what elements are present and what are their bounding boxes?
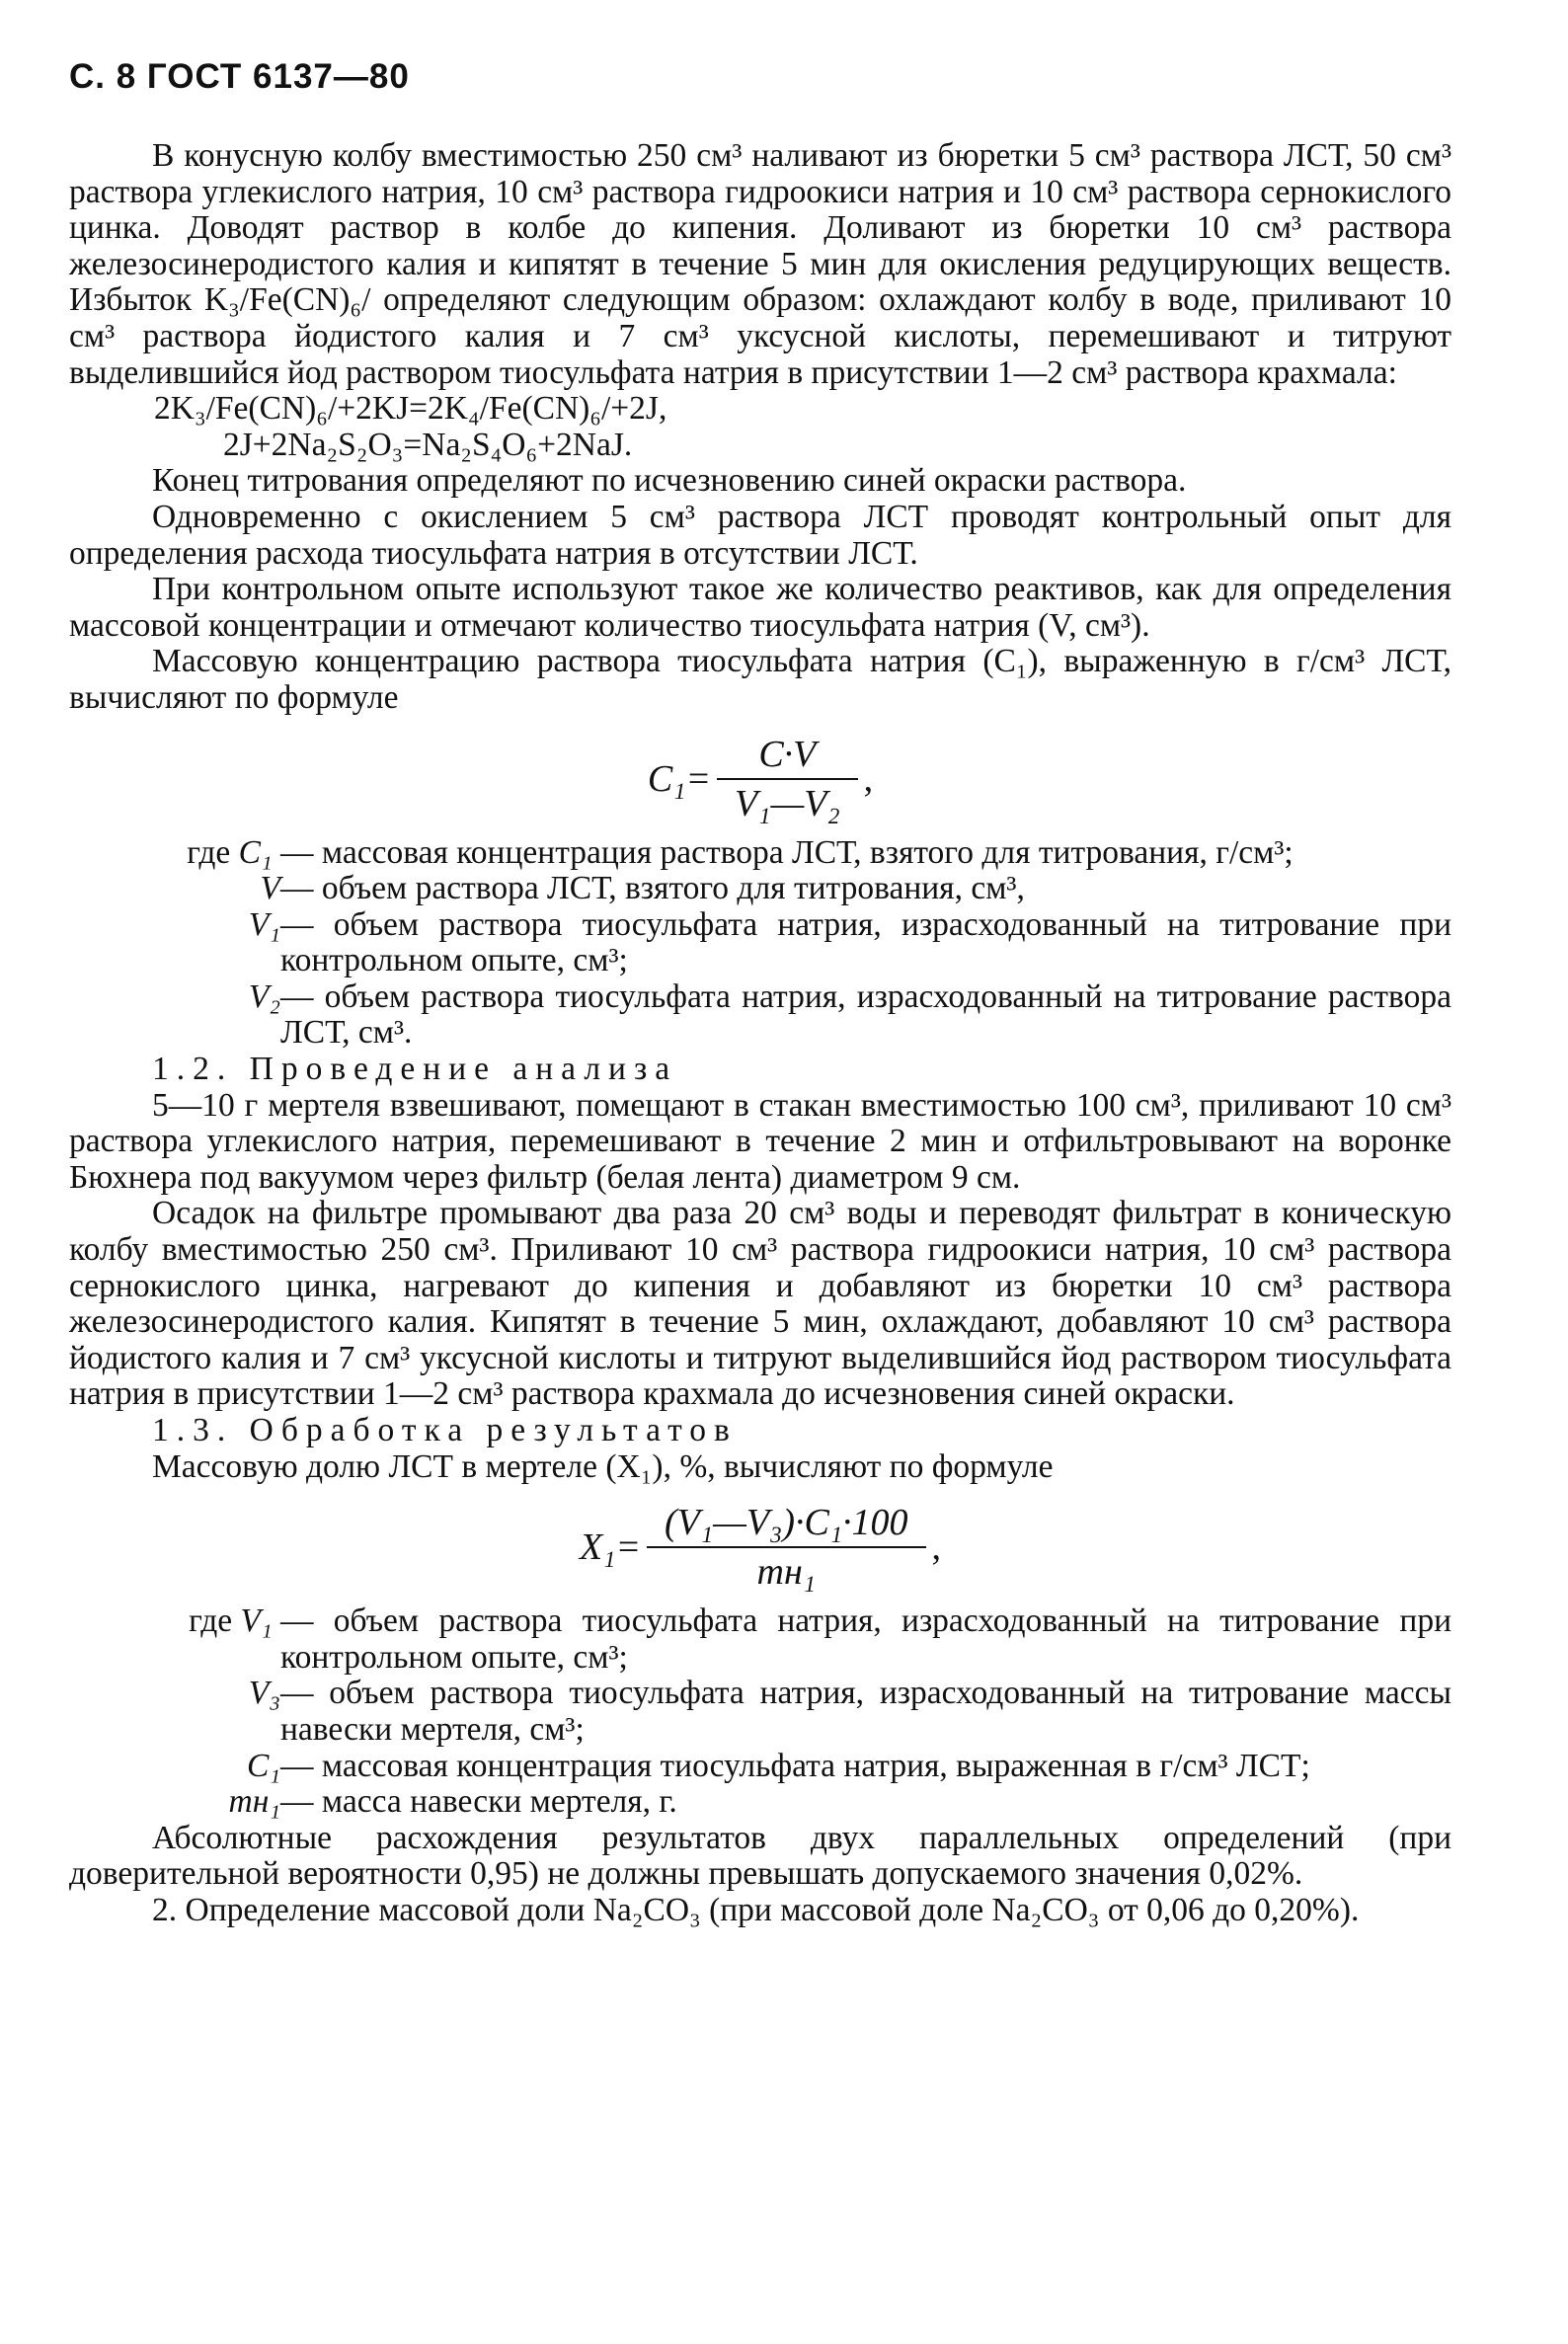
formula-tail: , bbox=[863, 757, 874, 800]
legend-description: — объем раствора тиосульфата натрия, израсходованный на титрование при контрольном опыте, см³; bbox=[280, 905, 1451, 979]
legend-row bbox=[69, 1784, 1451, 1821]
formula-numerator: (V₁—V₃)·C₁·100 bbox=[665, 1502, 908, 1544]
legend-description: — масса навески мертеля, г. bbox=[280, 1783, 677, 1821]
paragraph: Массовую долю ЛСТ в мертеле (X₁), %, вычисляют по формуле bbox=[152, 1447, 1054, 1485]
formula-mass-fraction bbox=[69, 1501, 1451, 1594]
legend-symbol: C₁ bbox=[238, 833, 273, 871]
legend-row bbox=[69, 1749, 1451, 1785]
legend-description: — объем раствора тиосульфата натрия, израсходованный на титрование раствора ЛСТ, см³. bbox=[280, 977, 1451, 1052]
legend-symbol: V₂ bbox=[248, 977, 280, 1015]
legend-description: — объем раствора тиосульфата натрия, израсходованный на титрование при контрольном опыте, см³; bbox=[280, 1602, 1451, 1676]
legend-description: — объем раствора тиосульфата натрия, израсходованный на титрование массы навески мертеля, см³; bbox=[280, 1675, 1451, 1748]
formula-tail: , bbox=[931, 1526, 942, 1569]
paragraph: При контрольном опыте используют такое же количество реактивов, как для определения массовой концентрации и отмечают количество тиосульфата натрия (V, см³). bbox=[69, 571, 1451, 644]
legend-row bbox=[69, 1676, 1451, 1748]
legend-row bbox=[69, 907, 1451, 979]
formula-denominator: V₁—V₂ bbox=[735, 782, 840, 824]
paragraph: Абсолютные расхождения результатов двух параллельных определений (при доверительной вероятности 0,95) не должны превышать допускаемого значения 0,02%. bbox=[69, 1819, 1451, 1893]
legend-row bbox=[69, 979, 1451, 1052]
legend-symbol: V bbox=[260, 870, 280, 907]
formula-numerator: C·V bbox=[758, 733, 817, 775]
formula-concentration bbox=[69, 733, 1451, 825]
paragraph: Осадок на фильтре промывают два раза 20 см³ воды и переводят фильтрат в коническую колбу вместимостью 250 см³. Приливают 10 см³ раствора гидроокиси натрия, 10 см³ раствора сернокислого цинка, нагревают до кипения и добавляют из бюретки 10 см³ раствора железосинеродистого калия. Кипятят в течение 5 мин, охлаждают, добавляют 10 см³ раствора йодистого калия и 7 см³ уксусной кислоты и титруют выделившийся йод раствором тиосульфата натрия в присутствии 1—2 см³ раствора крахмала до исчезновения синей окраски. bbox=[69, 1195, 1451, 1413]
paragraph: 2. Определение массовой доли Na₂CO₃ (при массовой доле Na₂CO₃ от 0,06 до 0,20%). bbox=[152, 1891, 1360, 1928]
section-title: 1.2. Проведение анализа bbox=[152, 1051, 678, 1088]
formula-lhs: C₁= bbox=[647, 757, 712, 800]
legend-symbol: V₁ bbox=[240, 1602, 273, 1640]
legend-symbol: C₁ bbox=[247, 1747, 280, 1784]
legend-description: — объем раствора ЛСТ, взятого для титрования, см³, bbox=[280, 870, 1025, 907]
legend-symbol: mн₁ bbox=[228, 1783, 280, 1821]
legend-prefix: где bbox=[187, 833, 231, 871]
legend-symbol: V₃ bbox=[248, 1675, 280, 1712]
paragraph: Конец титрования определяют по исчезновению синей окраски раствора. bbox=[152, 462, 1187, 500]
paragraph: Массовую концентрацию раствора тиосульфата натрия (C₁), выраженную в г/см³ ЛСТ, вычисляют по формуле bbox=[69, 643, 1451, 716]
formula-fraction bbox=[717, 733, 858, 825]
paragraph: 5—10 г мертеля взвешивают, помещают в стакан вместимостью 100 см³, приливают 10 см³ раствора углекислого натрия, перемешивают в течение 2 мин и отфильтровывают на воронке Бюхнера под вакуумом через фильтр (белая лента) диаметром 9 см. bbox=[69, 1086, 1451, 1196]
page-header: С. 8 ГОСТ 6137—80 bbox=[69, 57, 410, 96]
legend-formula-1 bbox=[69, 835, 1451, 1053]
formula-denominator: mн₁ bbox=[756, 1551, 817, 1594]
legend-description: — массовая концентрация раствора ЛСТ, взятого для титрования, г/см³; bbox=[280, 833, 1294, 871]
chemical-equation: 2J+2Na₂S₂O₃=Na₂S₄O₆+2NaJ. bbox=[223, 426, 633, 463]
legend-row bbox=[69, 835, 1451, 872]
legend-description: — массовая концентрация тиосульфата натрия, выраженная в г/см³ ЛСТ; bbox=[280, 1747, 1310, 1784]
paragraph: В конусную колбу вместимостью 250 см³ наливают из бюретки 5 см³ раствора ЛСТ, 50 см³ раствора углекислого натрия, 10 см³ раствора гидроокиси натрия и 10 см³ раствора сернокислого цинка. Доводят раствор в колбе до кипения. Доливают из бюретки 10 см³ раствора железосинеродистого калия и кипятят в течение 5 мин для окисления редуцирующих веществ. Избыток K₃/Fe(CN)₆/ определяют следующим образом: охлаждают колбу в воде, приливают 10 см³ раствора йодистого калия и 7 см³ уксусной кислоты, перемешивают и титруют выделившийся йод раствором тиосульфата натрия в присутствии 1—2 см³ раствора крахмала: bbox=[69, 137, 1451, 391]
formula-fraction bbox=[647, 1501, 926, 1594]
legend-row bbox=[69, 871, 1451, 907]
document-page bbox=[69, 57, 1451, 1929]
legend-formula-2 bbox=[69, 1603, 1451, 1821]
paragraph: Одновременно с окислением 5 см³ раствора ЛСТ проводят контрольный опыт для определения расхода тиосульфата натрия в отсутствии ЛСТ. bbox=[69, 498, 1451, 572]
legend-prefix: где bbox=[189, 1602, 233, 1640]
formula-lhs: X₁= bbox=[579, 1526, 642, 1569]
legend-symbol: V₁ bbox=[248, 905, 280, 943]
legend-row bbox=[69, 1603, 1451, 1676]
section-title: 1.3. Обработка результатов bbox=[152, 1412, 738, 1448]
chemical-equation: 2K₃/Fe(CN)₆/+2KJ=2K₄/Fe(CN)₆/+2J, bbox=[154, 390, 667, 428]
